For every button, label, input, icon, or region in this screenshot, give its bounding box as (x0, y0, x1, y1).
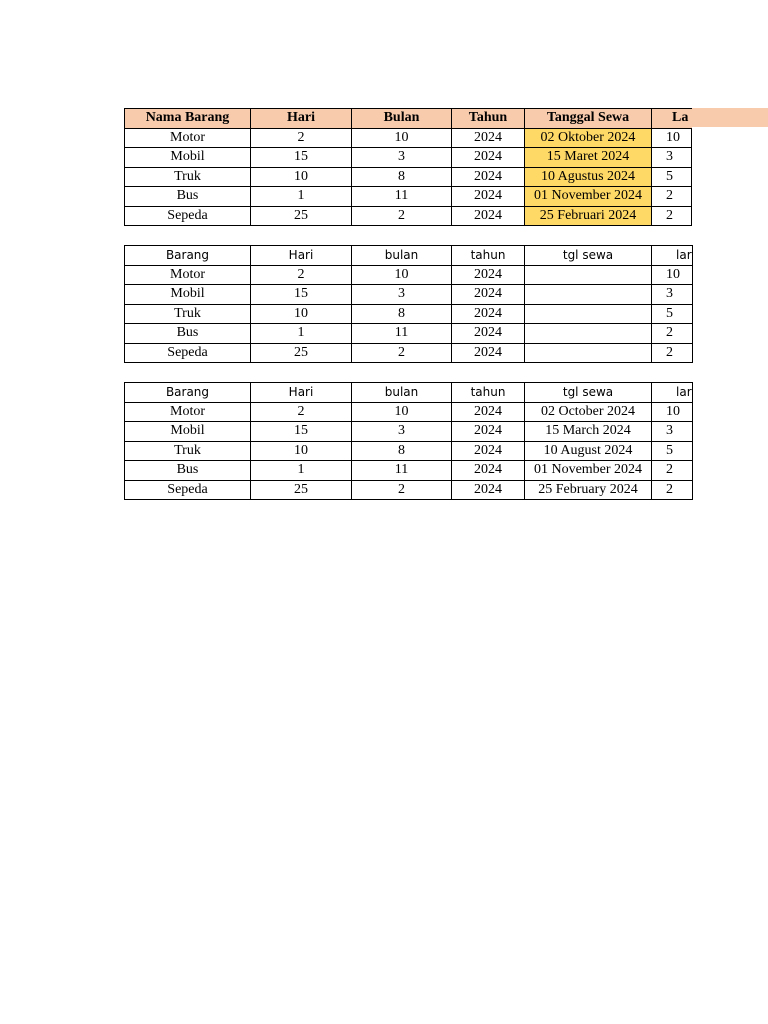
cell[interactable]: 11 (352, 187, 452, 207)
cell[interactable]: 25 (251, 480, 352, 500)
date-cell[interactable] (525, 265, 652, 285)
header-cell[interactable]: Tanggal Sewa (525, 109, 652, 129)
cell[interactable]: 10 (652, 402, 693, 422)
table-row (125, 402, 693, 422)
header-cell[interactable]: Hari (251, 109, 352, 129)
cell[interactable]: 2 (251, 265, 352, 285)
table-row (125, 167, 692, 187)
header-cell[interactable]: lar (652, 383, 693, 403)
cell[interactable]: Mobil (125, 285, 251, 305)
cell[interactable]: 8 (352, 167, 452, 187)
header-cell[interactable]: La (652, 109, 692, 129)
table-row (125, 128, 692, 148)
cell[interactable]: 8 (352, 304, 452, 324)
cell[interactable]: 2024 (452, 265, 525, 285)
header-cell[interactable]: bulan (352, 383, 452, 403)
cell[interactable]: 2024 (452, 480, 525, 500)
cell[interactable]: Bus (125, 324, 251, 344)
header-cell[interactable]: lar (652, 246, 693, 266)
cell[interactable]: Mobil (125, 422, 251, 442)
cell[interactable]: 2024 (452, 343, 525, 363)
rental-table-indonesian (124, 108, 692, 226)
cell[interactable]: 2024 (452, 148, 525, 168)
cell[interactable]: Bus (125, 461, 251, 481)
header-row (125, 246, 693, 266)
cell[interactable]: 10 (352, 265, 452, 285)
table-row (125, 285, 693, 305)
cell[interactable]: 11 (352, 461, 452, 481)
rental-table-english (124, 382, 693, 500)
cell[interactable]: 2 (652, 461, 693, 481)
cell[interactable]: Mobil (125, 148, 251, 168)
cell[interactable]: 10 (352, 402, 452, 422)
cell[interactable]: 2024 (452, 187, 525, 207)
cell[interactable]: 3 (352, 285, 452, 305)
cell[interactable]: 3 (652, 422, 693, 442)
date-cell[interactable] (525, 285, 652, 305)
cell[interactable]: 11 (352, 324, 452, 344)
table-row (125, 422, 693, 442)
header-cell[interactable]: Barang (125, 383, 251, 403)
table-row (125, 343, 693, 363)
cell[interactable]: 2024 (452, 461, 525, 481)
header-cell[interactable]: Barang (125, 246, 251, 266)
date-cell[interactable] (525, 304, 652, 324)
cell[interactable]: 3 (352, 148, 452, 168)
cell[interactable]: Sepeda (125, 343, 251, 363)
header-cell[interactable]: tgl sewa (525, 246, 652, 266)
header-cell[interactable]: tahun (452, 383, 525, 403)
cell[interactable]: 10 (251, 167, 352, 187)
cell[interactable]: 10 (352, 128, 452, 148)
table-row (125, 304, 693, 324)
cell[interactable]: 1 (251, 324, 352, 344)
header-cell[interactable]: tahun (452, 246, 525, 266)
cell[interactable]: Truk (125, 441, 251, 461)
cell[interactable]: 2024 (452, 285, 525, 305)
table-row (125, 148, 692, 168)
table-row (125, 441, 693, 461)
cell[interactable]: 10 (652, 265, 693, 285)
table-row (125, 324, 693, 344)
cell[interactable]: 2 (352, 480, 452, 500)
cell[interactable]: 2 (352, 206, 452, 226)
header-cell[interactable]: Hari (251, 246, 352, 266)
cell[interactable]: Truk (125, 167, 251, 187)
date-cell[interactable] (525, 343, 652, 363)
cell[interactable]: 25 (251, 343, 352, 363)
date-cell[interactable]: 01 November 2024 (525, 461, 652, 481)
cell[interactable]: Bus (125, 187, 251, 207)
cell[interactable]: 3 (652, 285, 693, 305)
cell[interactable]: 10 (652, 128, 692, 148)
rental-table-empty-dates (124, 245, 693, 363)
cell[interactable]: 8 (352, 441, 452, 461)
cell[interactable]: 15 (251, 285, 352, 305)
cell[interactable]: 1 (251, 461, 352, 481)
cell[interactable]: 2 (251, 402, 352, 422)
cell[interactable]: Truk (125, 304, 251, 324)
cell[interactable]: 2 (352, 343, 452, 363)
cell[interactable]: 2024 (452, 206, 525, 226)
cell[interactable]: Motor (125, 265, 251, 285)
date-cell[interactable] (525, 324, 652, 344)
cell[interactable]: 15 (251, 148, 352, 168)
spreadsheet-area (124, 108, 693, 500)
date-cell[interactable]: 01 November 2024 (525, 187, 652, 207)
cell[interactable]: 3 (652, 148, 692, 168)
cell[interactable]: 5 (652, 441, 693, 461)
cell[interactable]: 2024 (452, 402, 525, 422)
date-cell[interactable]: 02 October 2024 (525, 402, 652, 422)
header-cell[interactable]: Nama Barang (125, 109, 251, 129)
cell[interactable]: 2024 (452, 441, 525, 461)
header-row (125, 383, 693, 403)
table-row (125, 206, 692, 226)
cell[interactable]: Sepeda (125, 206, 251, 226)
date-cell[interactable]: 15 March 2024 (525, 422, 652, 442)
header-cell[interactable]: Hari (251, 383, 352, 403)
date-cell[interactable]: 10 Agustus 2024 (525, 167, 652, 187)
header-fill-extension (691, 108, 768, 127)
cell[interactable]: 2 (652, 206, 692, 226)
cell[interactable]: 2024 (452, 324, 525, 344)
cell[interactable]: Sepeda (125, 480, 251, 500)
header-cell[interactable]: bulan (352, 246, 452, 266)
table-row (125, 461, 693, 481)
cell[interactable]: 2 (652, 187, 692, 207)
cell[interactable]: 2024 (452, 128, 525, 148)
cell[interactable]: 2 (652, 343, 693, 363)
cell[interactable]: 2024 (452, 167, 525, 187)
header-cell[interactable]: Tahun (452, 109, 525, 129)
cell[interactable]: Motor (125, 402, 251, 422)
table-row (125, 480, 693, 500)
cell[interactable]: 2 (251, 128, 352, 148)
cell[interactable]: 15 (251, 422, 352, 442)
date-cell[interactable]: 10 August 2024 (525, 441, 652, 461)
header-cell[interactable]: tgl sewa (525, 383, 652, 403)
cell[interactable]: Motor (125, 128, 251, 148)
cell[interactable]: 5 (652, 167, 692, 187)
cell[interactable]: 10 (251, 441, 352, 461)
cell[interactable]: 1 (251, 187, 352, 207)
cell[interactable]: 2024 (452, 304, 525, 324)
date-cell[interactable]: 25 February 2024 (525, 480, 652, 500)
cell[interactable]: 3 (352, 422, 452, 442)
cell[interactable]: 2 (652, 324, 693, 344)
cell[interactable]: 2024 (452, 422, 525, 442)
cell[interactable]: 25 (251, 206, 352, 226)
date-cell[interactable]: 15 Maret 2024 (525, 148, 652, 168)
cell[interactable]: 10 (251, 304, 352, 324)
table-row (125, 265, 693, 285)
cell[interactable]: 2 (652, 480, 693, 500)
date-cell[interactable]: 02 Oktober 2024 (525, 128, 652, 148)
header-cell[interactable]: Bulan (352, 109, 452, 129)
header-row (125, 109, 692, 129)
date-cell[interactable]: 25 Februari 2024 (525, 206, 652, 226)
table-row (125, 187, 692, 207)
cell[interactable]: 5 (652, 304, 693, 324)
